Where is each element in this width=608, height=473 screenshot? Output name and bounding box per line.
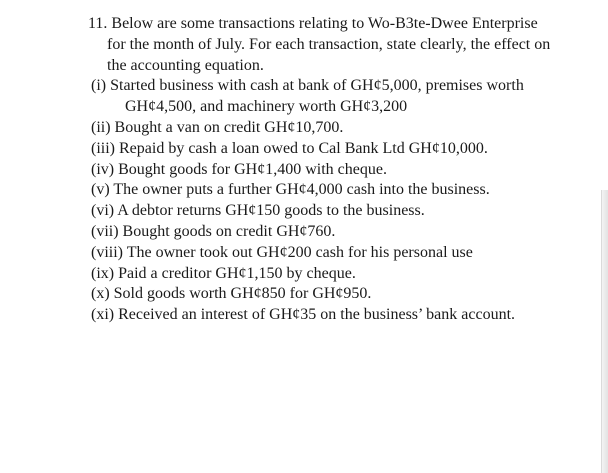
question-block: [88, 14, 558, 326]
transaction-item-3: (iii) Repaid by cash a loan owed to Cal Bank Ltd GH¢10,000.: [91, 139, 488, 157]
transaction-item-9: (ix) Paid a creditor GH¢1,150 by cheque.: [91, 264, 356, 282]
transaction-item-5: (v) The owner puts a further GH¢4,000 cash into the business.: [91, 181, 490, 199]
transaction-item-2: (ii) Bought a van on credit GH¢10,700.: [91, 118, 344, 136]
transaction-list: [88, 76, 558, 326]
transaction-item-11: (xi) Received an interest of GH¢35 on the business’ bank account.: [91, 306, 516, 324]
page-edge-shadow: [601, 190, 608, 473]
transaction-item-8: (viii) The owner took out GH¢200 cash for his personal use: [91, 243, 473, 261]
transaction-item-7: (vii) Bought goods on credit GH¢760.: [91, 222, 336, 240]
transaction-item-4: (iv) Bought goods for GH¢1,400 with cheque.: [91, 160, 387, 178]
transaction-item-6: (vi) A debtor returns GH¢150 goods to the business.: [91, 202, 425, 220]
question-heading: 11. Below are some transactions relating to Wo-B3te-Dwee Enterprise for the month of July. For each transaction, state clearly, the effect on the accounting equation.: [88, 15, 551, 74]
transaction-item-10: (x) Sold goods worth GH¢850 for GH¢950.: [91, 285, 372, 303]
transaction-item-1: (i) Started business with cash at bank of GH¢5,000, premises worth GH¢4,500, and machinery worth GH¢3,200: [91, 77, 524, 116]
